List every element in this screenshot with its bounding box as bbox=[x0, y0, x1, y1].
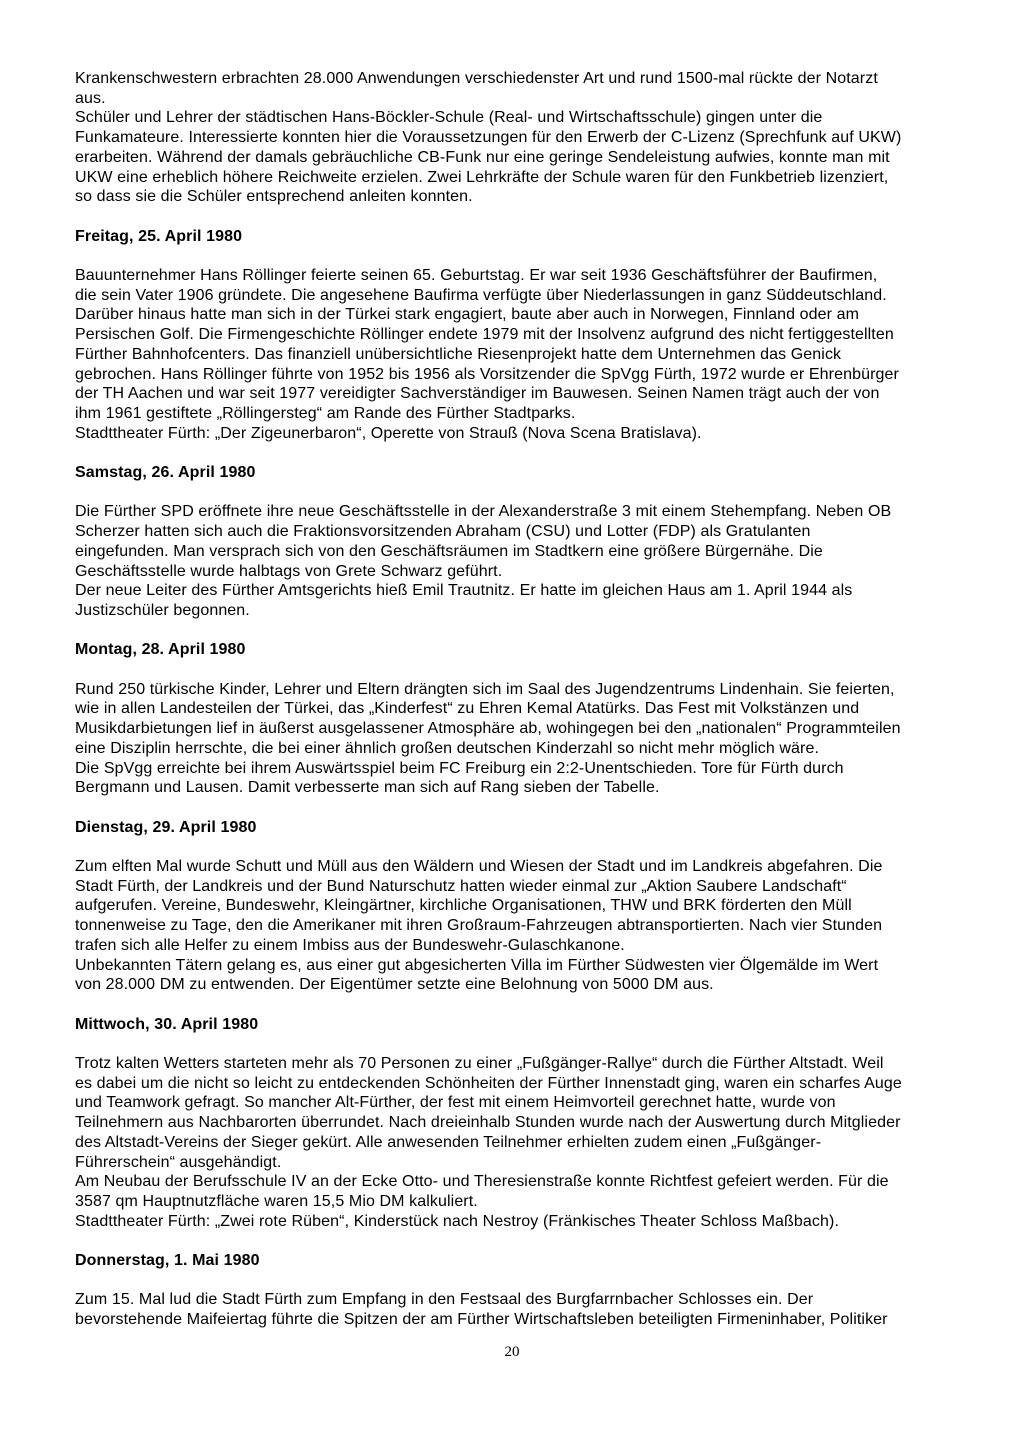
paragraph-line: trafen sich alle Helfer zu einem Imbiss aus der Bundeswehr-Gulaschkanone. bbox=[75, 936, 625, 954]
paragraph-line: Fürther Bahnhofcenters. Das finanziell unübersichtliche Riesenprojekt hatte dem Unternehmen das Genick bbox=[75, 345, 842, 363]
paragraph-line: die sein Vater 1906 gründete. Die angesehene Baufirma verfügte über Niederlassungen in ganz Süddeutschland. bbox=[75, 286, 887, 304]
section-heading: Montag, 28. April 1980 bbox=[75, 641, 246, 659]
paragraph-line: Persischen Golf. Die Firmengeschichte Röllinger endete 1979 mit der Insolvenz aufgrund des nicht fertiggestellten bbox=[75, 326, 894, 344]
paragraph-line: Scherzer hatten sich auch die Fraktionsvorsitzenden Abraham (CSU) und Lotter (FDP) als Gratulanten bbox=[75, 523, 811, 541]
paragraph-line: Geschäftsstelle wurde halbtags von Grete Schwarz geführt. bbox=[75, 562, 503, 580]
section-heading: Mittwoch, 30. April 1980 bbox=[75, 1015, 259, 1033]
paragraph bbox=[75, 680, 955, 798]
document-content bbox=[75, 69, 955, 1350]
paragraph-line: UKW eine erheblich höhere Reichweite erzielen. Zwei Lehrkräfte der Schule waren für den Funkbetrieb lizenziert, bbox=[75, 168, 889, 186]
paragraph-line: eingefunden. Man versprach sich von den Geschäftsräumen im Stadtkern eine größere Bürgernähe. Die bbox=[75, 542, 823, 560]
section-heading: Samstag, 26. April 1980 bbox=[75, 464, 256, 482]
paragraph-line: Darüber hinaus hatte man sich in der Türkei stark engagiert, baute aber auch in Norwegen, Finnland oder am bbox=[75, 306, 860, 324]
paragraph-line: wie in allen Landesteilen der Türkei, das „Kinderfest“ zu Ehren Kemal Atatürks. Das Fest mit Volkstänzen und bbox=[75, 700, 860, 718]
paragraph bbox=[75, 266, 955, 443]
paragraph-line: Zum elften Mal wurde Schutt und Müll aus den Wäldern und Wiesen der Stadt und im Landkreis abgefahren. Die bbox=[75, 858, 883, 875]
page-number: 20 bbox=[504, 1344, 520, 1360]
paragraph-line: Der neue Leiter des Fürther Amtsgerichts hieß Emil Trautnitz. Er hatte im gleichen Haus am 1. April 1944 als bbox=[75, 582, 853, 600]
section-heading: Donnerstag, 1. Mai 1980 bbox=[75, 1252, 260, 1270]
paragraph-line: Die Fürther SPD eröffnete ihre neue Geschäftsstelle in der Alexanderstraße 3 mit einem Stehempfang. Neben OB bbox=[75, 503, 892, 521]
paragraph bbox=[75, 1054, 955, 1231]
paragraph-line: aus. bbox=[75, 89, 106, 107]
paragraph bbox=[75, 857, 955, 995]
paragraph-line: Zum 15. Mal lud die Stadt Fürth zum Empfang in den Festsaal des Burgfarrnbacher Schlosses ein. Der bbox=[75, 1291, 814, 1309]
paragraph-line: erarbeiten. Während der damals gebräuchliche CB-Funk nur eine geringe Sendeleistung aufwies, konnte man mit bbox=[75, 148, 890, 166]
paragraph-line: Die SpVgg erreichte bei ihrem Auswärtsspiel beim FC Freiburg ein 2:2-Unentschieden. Tore für Fürth durch bbox=[75, 759, 844, 777]
paragraph-line: gebrochen. Hans Röllinger führte von 1952 bis 1956 als Vorsitzender die SpVgg Fürth, 1972 wurde er Ehrenbürger bbox=[75, 365, 899, 383]
paragraph-line: Trotz kalten Wetters starteten mehr als 70 Personen zu einer „Fußgänger-Rallye“ durch die Fürther Altstadt. Weil bbox=[75, 1055, 884, 1072]
section-heading: Dienstag, 29. April 1980 bbox=[75, 818, 257, 836]
paragraph bbox=[75, 502, 955, 620]
paragraph-line: Bauunternehmer Hans Röllinger feierte seinen 65. Geburtstag. Er war seit 1936 Geschäftsführer der Baufirmen, bbox=[75, 267, 878, 284]
paragraph-line: Stadttheater Fürth: „Zwei rote Rüben“, Kinderstück nach Nestroy (Fränkisches Theater Schloss Maßbach). bbox=[75, 1212, 839, 1230]
paragraph-line: Rund 250 türkische Kinder, Lehrer und Eltern drängten sich im Saal des Jugendzentrums Lindenhain. Sie feierten, bbox=[75, 680, 895, 698]
paragraph-line: Stadt Fürth, der Landkreis und der Bund Naturschutz hatten wieder einmal zur „Aktion Saubere Landschaft“ bbox=[75, 877, 847, 895]
paragraph-line: und Teamwork gefragt. So mancher Alt-Fürther, der fest mit einem Heimvorteil gerechnet hatte, wurde von bbox=[75, 1094, 836, 1112]
paragraph-line: 3587 qm Hauptnutzfläche waren 15,5 Mio DM kalkuliert. bbox=[75, 1192, 478, 1210]
paragraph-line: Teilnehmern aus Nachbarorten überrundet. Nach dreieinhalb Stunden wurde nach der Auswertung durch Mitglieder bbox=[75, 1114, 901, 1132]
paragraph-line: es dabei um die nicht so leicht zu entdeckenden Schönheiten der Fürther Innenstadt ging, waren ein scharfes Auge bbox=[75, 1074, 902, 1092]
paragraph-line: Krankenschwestern erbrachten 28.000 Anwendungen verschiedenster Art und rund 1500-mal rückte der Notarzt bbox=[75, 70, 878, 87]
paragraph-line: tonnenweise zu Tage, den die Amerikaner mit ihren Großraum-Fahrzeugen abtransportierten. Nach vier Stunden bbox=[75, 917, 883, 935]
paragraph-line: Führerschein“ ausgehändigt. bbox=[75, 1153, 282, 1171]
paragraph-line: Bergmann und Lausen. Damit verbesserte man sich auf Rang sieben der Tabelle. bbox=[75, 779, 660, 797]
paragraph-line: Musikdarbietungen lief in äußerst ausgelassener Atmosphäre ab, wohingegen bei den „nationalen“ Programmteilen bbox=[75, 720, 901, 738]
section-heading: Freitag, 25. April 1980 bbox=[75, 227, 243, 245]
paragraph-line: so dass sie die Schüler entsprechend anleiten konnten. bbox=[75, 188, 473, 206]
paragraph bbox=[75, 69, 955, 207]
paragraph-line: Justizschüler begonnen. bbox=[75, 601, 250, 619]
paragraph-line: Stadttheater Fürth: „Der Zigeunerbaron“, Operette von Strauß (Nova Scena Bratislava). bbox=[75, 424, 702, 442]
paragraph-line: ihm 1961 gestiftete „Röllingersteg“ am Rande des Fürther Stadtparks. bbox=[75, 404, 576, 422]
paragraph-line: Schüler und Lehrer der städtischen Hans-Böckler-Schule (Real- und Wirtschaftsschule) gingen unter die bbox=[75, 109, 823, 127]
paragraph-line: aufgerufen. Vereine, Bundeswehr, Kleingärtner, kirchliche Organisationen, THW und BRK förderten den Müll bbox=[75, 897, 852, 915]
paragraph-line: der TH Aachen und war seit 1977 vereidigter Sachverständiger im Bauwesen. Seinen Namen trägt auch der von bbox=[75, 385, 880, 403]
paragraph-line: von 28.000 DM zu entwenden. Der Eigentümer setzte eine Belohnung von 5000 DM aus. bbox=[75, 976, 714, 994]
paragraph-line: des Altstadt-Vereins der Sieger gekürt. Alle anwesenden Teilnehmer erhielten zudem einen „Fußgänger- bbox=[75, 1133, 822, 1151]
paragraph-line: Unbekannten Tätern gelang es, aus einer gut abgesicherten Villa im Fürther Südwesten vier Ölgemälde im Wert bbox=[75, 956, 879, 974]
paragraph bbox=[75, 1290, 955, 1329]
paragraph-line: Am Neubau der Berufsschule IV an der Ecke Otto- und Theresienstraße konnte Richtfest gefeiert werden. Für die bbox=[75, 1173, 889, 1191]
paragraph-line: bevorstehende Maifeiertag führte die Spitzen der am Fürther Wirtschaftsleben beteiligten Firmeninhaber, Politiker bbox=[75, 1311, 888, 1329]
paragraph-line: Funkamateure. Interessierte konnten hier die Voraussetzungen für den Erwerb der C-Lizenz (Sprechfunk auf UKW) bbox=[75, 129, 902, 147]
paragraph-line: eine Disziplin herrschte, die bei einer ähnlich großen deutschen Kinderzahl so nicht mehr möglich wäre. bbox=[75, 739, 820, 757]
